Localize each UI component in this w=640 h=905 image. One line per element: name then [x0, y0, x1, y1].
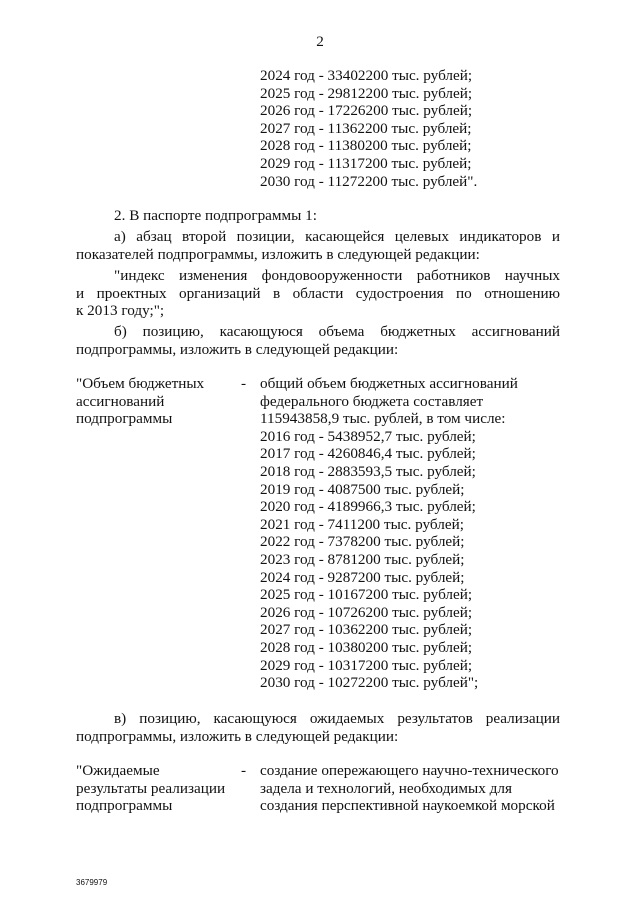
budget-table [0, 375, 640, 695]
page-number: 2 [316, 33, 324, 50]
quote-line-3: к 2013 году;"; [76, 302, 165, 320]
expected-value-line: создания перспективной наукоемкой морской [260, 797, 555, 815]
quote-line-1-wrap [76, 267, 560, 285]
budget-table-dash: - [241, 375, 247, 392]
year-line: 2028 год - 11380200 тыс. рублей; [260, 137, 472, 155]
item-v-line-2: подпрограммы, изложить в следующей редакции: [76, 727, 399, 745]
expected-value-line: задела и технологий, необходимых для [260, 779, 512, 797]
budget-year-line: 2016 год - 5438952,7 тыс. рублей; [260, 427, 476, 445]
item-b-line-1: б) позицию, касающуюся объема бюджетных ассигнований [114, 323, 560, 340]
budget-year-line: 2017 год - 4260846,4 тыс. рублей; [260, 445, 476, 463]
item-a-line-2: показателей подпрограммы, изложить в следующей редакции: [76, 245, 480, 263]
quote-line-1: "индекс изменения фондовооруженности работников научных [114, 267, 560, 284]
budget-year-line: 2022 год - 7378200 тыс. рублей; [260, 533, 465, 551]
section-heading-text: 2. В паспорте подпрограммы 1: [114, 207, 317, 224]
budget-year-line: 2024 год - 9287200 тыс. рублей; [260, 568, 465, 586]
year-line: 2026 год - 17226200 тыс. рублей; [260, 102, 473, 120]
budget-value-line: общий объем бюджетных ассигнований [260, 375, 518, 392]
item-a-line-1: а) абзац второй позиции, касающейся целевых индикаторов и [114, 228, 560, 245]
item-v-line-1: в) позицию, касающуюся ожидаемых результатов реализации [114, 710, 560, 727]
year-line: 2029 год - 11317200 тыс. рублей; [260, 154, 472, 172]
budget-year-line: 2029 год - 10317200 тыс. рублей; [260, 656, 473, 674]
quote-paragraph [76, 267, 560, 320]
budget-value-line: федерального бюджета составляет [260, 392, 484, 410]
year-line: 2025 год - 29812200 тыс. рублей; [260, 84, 473, 102]
budget-label-line: "Объем бюджетных [76, 375, 205, 392]
item-a-line-1-wrap [76, 228, 560, 246]
year-line: 2024 год - 33402200 тыс. рублей; [260, 67, 473, 84]
expected-label-line: "Ожидаемые [76, 762, 160, 779]
expected-results-value [260, 762, 570, 815]
budget-year-line: 2025 год - 10167200 тыс. рублей; [260, 586, 473, 604]
budget-label-line: ассигнований [76, 392, 165, 410]
budget-year-line: 2023 год - 8781200 тыс. рублей; [260, 550, 465, 568]
quote-line-2: и проектных организаций в области судостроения по отношению [76, 284, 560, 302]
budget-year-line: 2018 год - 2883593,5 тыс. рублей; [260, 462, 476, 480]
expected-results-label [76, 762, 246, 815]
expected-label-line: подпрограммы [76, 797, 173, 815]
item-v-line-1-wrap [76, 710, 560, 728]
expected-results-table [0, 762, 640, 822]
year-line: 2030 год - 11272200 тыс. рублей". [260, 172, 478, 190]
item-b-line-2: подпрограммы, изложить в следующей редакции: [76, 340, 399, 358]
budget-value-line: 115943858,9 тыс. рублей, в том числе: [260, 410, 506, 428]
budget-year-line: 2030 год - 10272200 тыс. рублей"; [260, 674, 479, 692]
budget-year-line: 2027 год - 10362200 тыс. рублей; [260, 621, 473, 639]
year-list-continuation [260, 67, 477, 190]
year-line: 2027 год - 11362200 тыс. рублей; [260, 119, 472, 137]
expected-label-line: результаты реализации [76, 779, 226, 797]
document-code: 3679979 [76, 878, 108, 887]
budget-label-line: подпрограммы [76, 410, 173, 428]
budget-year-line: 2026 год - 10726200 тыс. рублей; [260, 603, 473, 621]
budget-year-line: 2019 год - 4087500 тыс. рублей; [260, 480, 465, 498]
expected-value-line: создание опережающего научно-технического [260, 762, 559, 779]
item-b-line-1-wrap [76, 323, 560, 341]
budget-year-line: 2021 год - 7411200 тыс. рублей; [260, 515, 464, 533]
item-b-paragraph [76, 323, 560, 358]
item-v-paragraph [76, 710, 560, 745]
budget-year-line: 2028 год - 10380200 тыс. рублей; [260, 638, 473, 656]
item-a-paragraph [76, 228, 560, 263]
section-heading [114, 207, 317, 225]
budget-year-line: 2020 год - 4189966,3 тыс. рублей; [260, 498, 476, 516]
expected-results-dash: - [241, 762, 247, 779]
budget-table-label [76, 375, 246, 428]
budget-table-value [260, 375, 570, 692]
